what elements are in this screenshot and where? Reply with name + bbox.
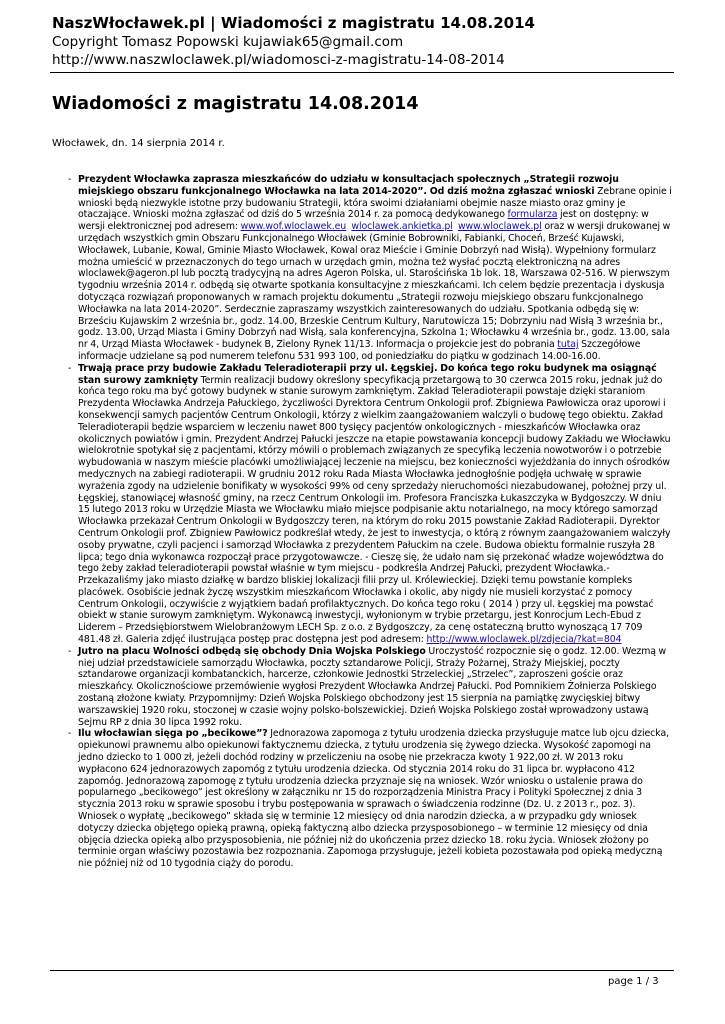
news-item-text: Termin realizacji budowy określony specyfikacją przetargową to 30 czerwca 2015 roku, jednak już do końca tego roku ma być gotowy budynek w stanie surowym zamkniętym. Zakład Teleradioterapii powstaje dzięki staraniom Prezydenta Włocławka Andrzeja Pałuckiego, życzliwości Dyrektora Centrum Onkologii prof. Zbigniewa Pawłowicza oraz uporowi i konsekwencji samych pacjentów Centrum Onkologii, którzy z wielkim zaangażowaniem walczyli o budowę tego obiektu. Zakład Teleradioterapii będzie wsparciem w leczeniu nawet 800 tysięcy pacjentów onkologicznych - mieszkańców Włocławka oraz okolicznych powiatów i gmin. Prezydent Andrzej Pałucki jeszcze na etapie powstawania koncepcji budowy Zakładu we Włocławku wielokrotnie spotykał się z pacjentami, którzy mówili o problemach związanych ze specyfiką leczenia nowotworów i o potrzebie wybudowania w naszym mieście placówki umożliwiającej leczenie na miejscu, bez konieczności wyjeżdżania do innych ośrodków medycznych na zabiegi radioterapii. W grudniu 2012 roku Rada Miasta Włocławka jednogłośnie podjęła uchwałę w sprawie wyrażenia zgody na udzielenie bonifikaty w wysokości 99% od ceny sprzedaży nieruchomości niezabudowanej, położnej przy ul. Łęgskiej, stanowiącej własność gminy, na rzecz Centrum Onkologii im. Profesora Franciszka Łukaszczyka w Bydgoszczy. W dniu 15 lutego 2013 roku w Urzędzie Miasta we Włocławku miało miejsce podpisanie aktu notarialnego, na mocy którego samorząd Włocławka przekazał Centrum Onkologii w Bydgoszczy teren, na którym do roku 2015 powstanie Zakład Radioterapii. Dyrektor Centrum Onkologii prof. Zbigniew Pawłowicz podkreślał wtedy, że jest to inwestycja, o którą z równym zaangażowaniem walczyły osoby prywatne, czyli pacjenci i samorząd Włocławka z prezydentem Pałuckim na czele. Budowa obiektu formalnie ruszyła 28 lipca; tego dnia wykonawca rozpoczął prace przygotowawcze. - Cieszę się, że udało nam się przekonać władze województwa do tego żeby zakład teleradioterapii powstał właśnie w tym miejscu - podkreśla Andrzej Pałucki, prezydent Włocławka.- Przekazaliśmy jako miasto działkę w bardzo bliskiej lokalizacji filii przy ul. Królewieckiej. Dzięki temu powstanie kompleks placówek. Osobiście jednak życzę wszystkim mieszkańcom Włocławka i okolic, aby nigdy nie musieli korzystać z pomocy Centrum Onkologii, oczywiście z wyjątkiem badań profilaktycznych. Do końca tego roku ( 2014 ) przy ul. Łęgskiej ma powstać obiekt w stanie surowym zamkniętym. Wykonawcą inwestycji, wyłonionym w trybie przetargu, jest Konrocjum Lech-Ebud z Liderem – Przedsiębiorstwem Wielobranżowym LECH Sp. z o.o. z Bydgoszczy, za cenę ostateczną brutto wynoszącą 17 709 481.48 zł. Galeria zdjęć ilustrująca postęp prac dostępna jest pod adresem: [78,374,671,646]
news-item-strategy-consultation [66,174,674,363]
news-item-lead: Ilu włocławian sięga po „becikowe”? [78,728,268,740]
bullet-dash: - [68,728,72,740]
page-number: page 1 / 3 [608,976,659,987]
news-item-teleradiotherapy [66,363,674,646]
news-item-army-day [66,646,674,729]
header-divider [50,72,674,73]
source-url: http://www.naszwloclawek.pl/wiadomosci-z-magistratu-14-08-2014 [52,52,505,68]
ankietka-link[interactable]: wloclawek.ankietka.pl [351,221,453,233]
news-item-lead: Trwają prace przy budowie Zakładu Teleradioterapii przy ul. Łęgskiej. Do końca tego roku budynek ma osiągnąć stan surowy zamknięty [78,362,657,386]
bullet-dash: - [68,174,72,185]
news-item-becikowe [66,728,674,870]
bullet-dash: - [68,362,72,374]
document-header [52,14,692,69]
news-item-text: oraz w wersji drukowanej w urzędach wszystkich gmin Obszaru Funkcjonalnego Włocławek (Gminie Bobrowniki, Fabianki, Choceń, Brześć Kujawski, Włocławek, Lubanie, Kowal, Gminie Miasto Włocławek, Kowal oraz Mieście i Gminie Dobrzyń nad Wisłą). Wypełniony formularz można umieścić w przeznaczonych do tego urnach w urzędach gmin, można też wysłać pocztą elektroniczną na adres wloclawek@ageron.pl lub pocztą tradycyjną na adres Ageron Polska, ul. Starościńska 1b lok. 18, Warszawa 02-516. W pierwszym tygodniu września 2014 r. odbędą się otwarte spotkania konsultacyjne z mieszkańcami. Ich celem będzie prezentacja i dyskusja dotycząca rozwiązań proponowanych w ramach projektu dokumentu „Strategii rozwoju miejskiego obszaru funkcjonalnego Włocławka na lata 2014-2020”. Serdecznie zapraszamy wszystkich zainteresowanych do udziału. Spotkania odbędą się w: Brześciu Kujawskim 2 września br., godz. 14.00, Brzeskie Centrum Kultury, Narutowicza 15; Dobrzyniu nad Wisłą 3 września br., godz. 13.00, Urząd Miasta i Gminy Dobrzyń nad Wisłą, sala konferencyjna, Szkolna 1; Włocławku 4 września br., godz. 13.00, sala nr 4, Urząd Miasta Włocławek - budynek B, Zielony Rynek 11/13. Informacja o projekcie jest do pobrania [78,221,671,351]
news-item-lead: Jutro na placu Wolności odbędą się obchody Dnia Wojska Polskiego [78,645,426,657]
news-list [66,174,674,870]
article-dateline: Włocławek, dn. 14 sierpnia 2014 r. [52,138,225,149]
wof-link[interactable]: www.wof.wloclawek.eu [240,221,347,233]
article-title: Wiadomości z magistratu 14.08.2014 [52,94,419,114]
download-link[interactable]: tutaj [557,339,579,351]
footer-divider [50,970,674,971]
news-item-text: Szczegółowe informacje udzielane są pod numerem telefonu 531 993 100, od poniedziałku do piątku w godzinach 14.00-16.00. [78,339,641,362]
news-item-text: Zebrane opinie i wnioski będą niezwykle istotne przy budowaniu Strategii, która swoimi działaniami obejmie nasze miasto oraz gminy je otaczające. Wnioski można zgłaszać od dziś do 5 września 2014 r. za pomocą dedykowanego [78,185,672,221]
site-title: NaszWłocławek.pl | Wiadomości z magistratu 14.08.2014 [52,14,535,32]
wloclawek-link[interactable]: www.wloclawek.pl [457,221,542,233]
news-item-text: jest on dostępny: w wersji elektronicznej pod adresem: [78,209,649,233]
news-item-text: Jednorazowa zapomoga z tytułu urodzenia dziecka przysługuje matce lub ojcu dziecka, opiekunowi prawnemu albo opiekunowi faktycznemu dziecka, z tytułu urodzenia się żywego dziecka. Wysokość zapomogi na jedno dziecko to 1 000 zł, jeżeli dochód rodziny w przeliczeniu na osobę nie przekracza kwoty 1 922,00 zł. W 2013 roku wypłacono 624 jednorazowych zapomóg z tytułu urodzenia dziecka. Od stycznia 2014 roku do 31 lipca br. wypłacono 412 zapomóg. Jednorazową zapomogę z tytułu urodzenia dziecka przyznaje się na wniosek. Wzór wniosku o ustalenie prawa do popularnego „becikowego” jest określony w załączniku nr 15 do rozporządzenia Ministra Pracy i Polityki Społecznej z dnia 3 stycznia 2013 roku w sprawie sposobu i trybu postępowania w sprawach o świadczenia rodzinne (Dz. U. z 2013 r., poz. 3). Wniosek o wypłatę „becikowego” składa się w terminie 12 miesięcy od dnia narodzin dziecka, a w przypadku gdy wniosek dotyczy dziecka objętego opieką prawną, opieką faktyczną albo dziecka przysposobionego – w terminie 12 miesięcy od dnia objęcia dziecka opieką albo przysposobienia, nie później niż do ukończenia przez dziecko 18. roku życia. Wniosek złożony po terminie organ właściwy pozostawia bez rozpoznania. Zapomoga przysługuje, jeżeli kobieta pozostawała pod opieką medyczną nie później niż od 10 tygodnia ciąży do porodu. [78,728,670,870]
bullet-dash: - [68,645,72,657]
form-link[interactable]: formularza [507,209,558,221]
gallery-link[interactable]: http://www.wloclawek.pl/zdjecia/?kat=804 [426,634,622,646]
news-item-lead: Prezydent Włocławka zaprasza mieszkańców do udziału w konsultacjach społecznych „Strategii rozwoju miejskiego obszaru funkcjonalnego Włocławka na lata 2014-2020”. Od dziś można zgłaszać wnioski [78,174,619,197]
news-item-text: Uroczystość rozpocznie się o godz. 12.00. Wezmą w niej udział przedstawiciele samorządu Włocławka, poczty sztandarowe Policji, Straży Pożarnej, Straży Miejskiej, poczty sztandarowe organizacji kombatanckich, harcerze, członkowie Jednostki Strzeleckiej „Strzelec”, zaproszeni goście oraz mieszkańcy. Okolicznościowe przemówienie wygłosi Prezydent Włocławka Andrzej Pałucki. Pod Pomnikiem Żołnierza Polskiego zostaną złożone kwiaty. Przypomnijmy: Dzień Wojska Polskiego obchodzony jest 15 sierpnia na pamiątkę zwycięskiej bitwy warszawskiej 1920 roku, stoczonej w czasie wojny polsko-bolszewickiej. Dzień Wojska Polskiego został wprowadzony ustawą Sejmu RP z dnia 30 lipca 1992 roku. [78,645,667,728]
copyright-line: Copyright Tomasz Popowski kujawiak65@gmail.com [52,34,404,50]
